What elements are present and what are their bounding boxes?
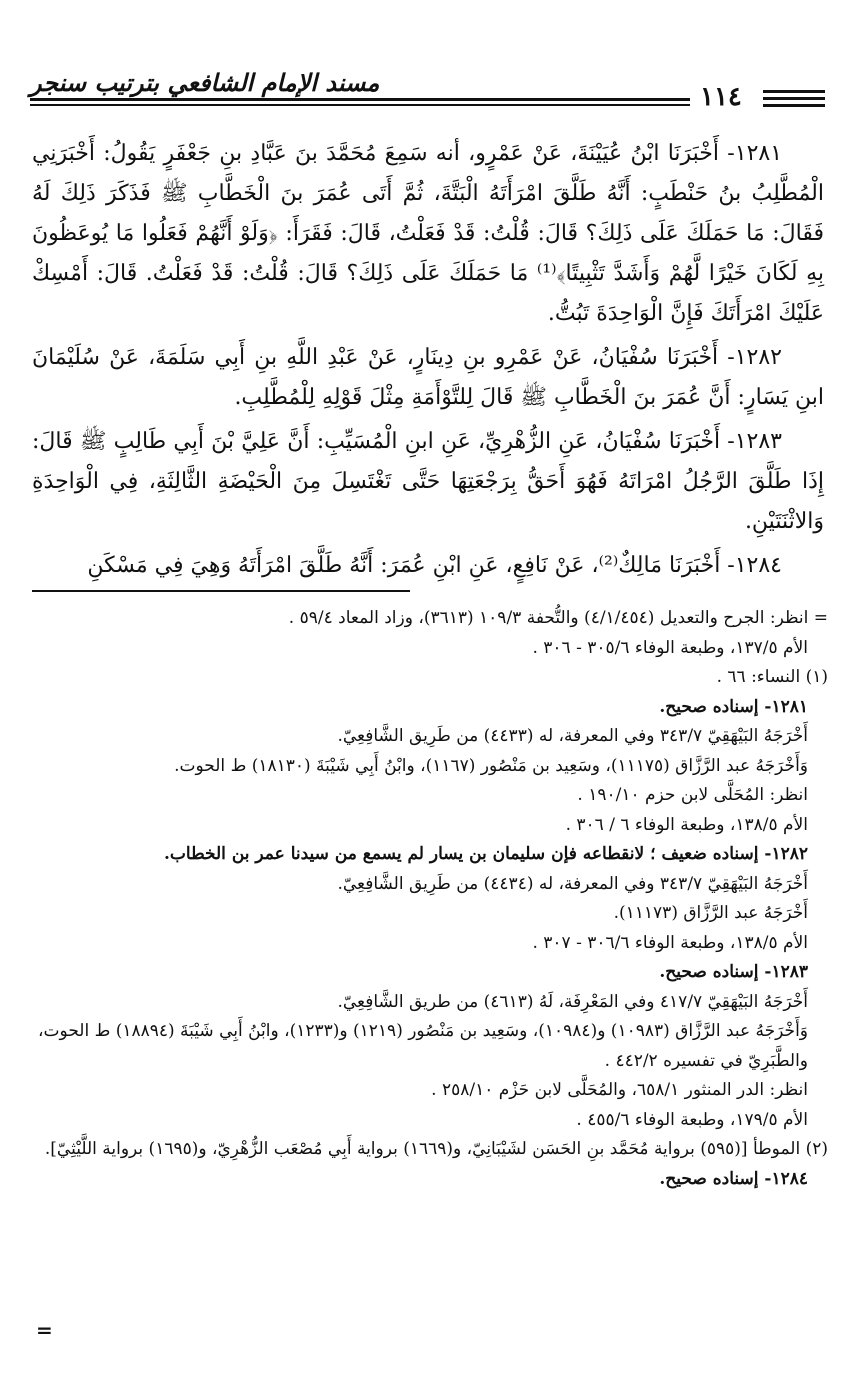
footnote-line: = انظر: الجرح والتعديل (٤/١/٤٥٤) والتُّحفة ١٠٩/٣ (٣٦١٣)، وزاد المعاد ٥٩/٤ . [288,608,828,628]
page-number-ornament [763,104,825,107]
page-number-ornament [763,97,825,100]
hadith-paragraph: ١٢٨١- أَخْبَرَنَا ابْنُ عُيَيْنَةَ، عَنْ عَمْرٍو، أنه سَمِعَ مُحَمَّدَ بنَ عَبَّادِ بنِ جَعْفَرٍ يَقُولُ: أَخْبَرَنِي الْمُطَّلِبُ بنُ حَنْطَبٍ: أَنَّهُ طَلَّقَ امْرَأَتَهُ الْبَتَّةَ، ثُمَّ أَتَى عُمَرَ بنَ الْخَطَّابِ ﷺ فَذَكَرَ ذَلِكَ لَهُ فَقَالَ: مَا حَمَلَكَ عَلَى ذَلِكَ؟ قَالَ: قُلْتُ: قَدْ فَعَلْتُ، قَالَ: فَقَرَأَ: ﴿وَلَوْ أَنَّهُمْ فَعَلُوا مَا يُوعَظُونَ بِهِ لَكَانَ خَيْرًا لَّهُمْ وَأَشَدَّ تَثْبِيتًا﴾⁽¹⁾ مَا حَمَلَكَ عَلَى ذَلِكَ؟ قَالَ: قُلْتُ: قَدْ فَعَلْتُ. قَالَ: أَمْسِكْ عَلَيْكَ امْرَأَتَكَ فَإِنَّ الْوَاحِدَةَ تَبُتُّ. [32,141,824,326]
footnote-line: وَأَخْرَجَهُ عبد الرَّزَّاق (١١١٧٥)، وسَعِيد بن مَنْصُور (١١٦٧)، وابْنُ أَبِي شَيْبَةَ (١٨١٣٠) ط الحوت. [174,755,808,776]
footnote-line: ١٢٨٣- إسناده صحيح. [659,962,808,982]
footnote-line: أَخْرَجَهُ البَيْهَقِيّ ٣٤٣/٧ وفي المعرفة، له (٤٤٣٤) من طَرِيق الشَّافِعِيّ. [337,873,808,894]
footnote-line: ١٢٨٤- إسناده صحيح. [659,1168,808,1189]
page-number: ١١٤ [700,82,742,112]
footnote-line: ١٢٨١- إسناده صحيح. [659,696,808,717]
footnote-line: الأم ١٣٧/٥، وطبعة الوفاء ٣٠٥/٦ - ٣٠٦ . [532,637,808,658]
footnote-divider [32,590,410,592]
footnote-line: أَخْرَجَهُ عبد الرَّزَّاق (١١١٧٣). [613,903,808,923]
header-title: مسند الإمام الشافعي بترتيب سنجر [30,68,380,97]
footnotes [32,604,828,1194]
header-rule [30,98,690,101]
footnote-line: أَخْرَجَهُ البَيْهَقِيّ ٤١٧/٧ وفي المَعْرِفَة، لَهُ (٤٦١٣) من طريق الشَّافِعِيّ. [337,991,808,1012]
footnote-line: ١٢٨٢- إسناده ضعيف ؛ لانقطاعه فإن سليمان بن يسار لم يسمع من سيدنا عمر بن الخطاب. [163,844,808,864]
footnote-line: وَأَخْرَجَهُ عبد الرَّزَّاق (١٠٩٨٣) و(١٠٩٨٤)، وسَعِيد بن مَنْصُور (١٢١٩) و(١٢٣٣)، وابْنُ أَبِي شَيْبَةَ (١٨٨٩٤) ط الحوت، والطَّبَرِيّ في تفسيره ٤٤٢/٢ . [38,1021,808,1071]
footnote-line: (١) النساء: ٦٦ . [716,667,828,687]
footnote-line: الأم ١٣٨/٥، وطبعة الوفاء ٣٠٦/٦ - ٣٠٧ . [532,932,808,953]
footnote-line: (٢) الموطأ [(٥٩٥) برواية مُحَمَّد بنِ الحَسَن لشَيْبَانِيّ، و(١٦٦٩) برواية أَبِي مُصْعَب الزُّهْرِيّ، و(١٦٩٥) برواية اللَّيْثِيّ]. [44,1139,828,1159]
continuation-mark: = [36,1318,53,1342]
hadith-text [32,134,824,590]
footnote-line: انظر: الدر المنثور ٦٥٨/١، والمُحَلَّى لابن حَزْم ٢٥٨/١٠ . [431,1080,808,1100]
footnote-line: انظر: المُحَلَّى لابن حزم ١٩٠/١٠ . [577,785,808,805]
footnote-line: أَخْرَجَهُ البَيْهَقِيّ ٣٤٣/٧ وفي المعرفة، له (٤٤٣٣) من طَرِيق الشَّافِعِيّ. [337,726,808,746]
running-header [30,60,826,116]
hadith-paragraph: ١٢٨٢- أَخْبَرَنَا سُفْيَانُ، عَنْ عَمْرِو بنِ دِينَارٍ، عَنْ عَبْدِ اللَّهِ بنِ أَبِي سَلَمَةَ، عَنْ سُلَيْمَانَ ابنِ يَسَارٍ: أَنَّ عُمَرَ بنَ الْخَطَّابِ ﷺ قَالَ لِلتَّوْأَمَةِ مِثْلَ قَوْلِهِ لِلْمُطَّلِبِ. [32,345,824,410]
header-rule [30,104,690,106]
page-number-ornament [763,90,825,93]
hadith-paragraph: ١٢٨٣- أَخْبَرَنَا سُفْيَانُ، عَنِ الزُّهْرِيِّ، عَنِ ابنِ الْمُسَيِّبِ: أَنَّ عَلِيَّ بْنَ أَبِي طَالِبٍ ﷺ قَالَ: إِذَا طَلَّقَ الرَّجُلُ امْرَاتَهُ فَهُوَ أَحَقُّ بِرَجْعَتِهَا حَتَّى تَغْتَسِلَ مِنَ الْحَيْضَةِ الثَّالِثَةِ، فِي الْوَاحِدَةِ وَالاثْنَتَيْنِ. [32,429,824,534]
hadith-paragraph: ١٢٨٤- أَخْبَرَنَا مَالِكٌ⁽²⁾، عَنْ نَافِعٍ، عَنِ ابْنِ عُمَرَ: أَنَّهُ طَلَّقَ امْرَأَتَهُ وَهِيَ فِي مَسْكَنِ [87,553,782,578]
footnote-line: الأم ١٧٩/٥، وطبعة الوفاء ٤٥٥/٦ . [576,1109,808,1130]
footnote-line: الأم ١٣٨/٥، وطبعة الوفاء ٦ / ٣٠٦ . [565,814,808,835]
